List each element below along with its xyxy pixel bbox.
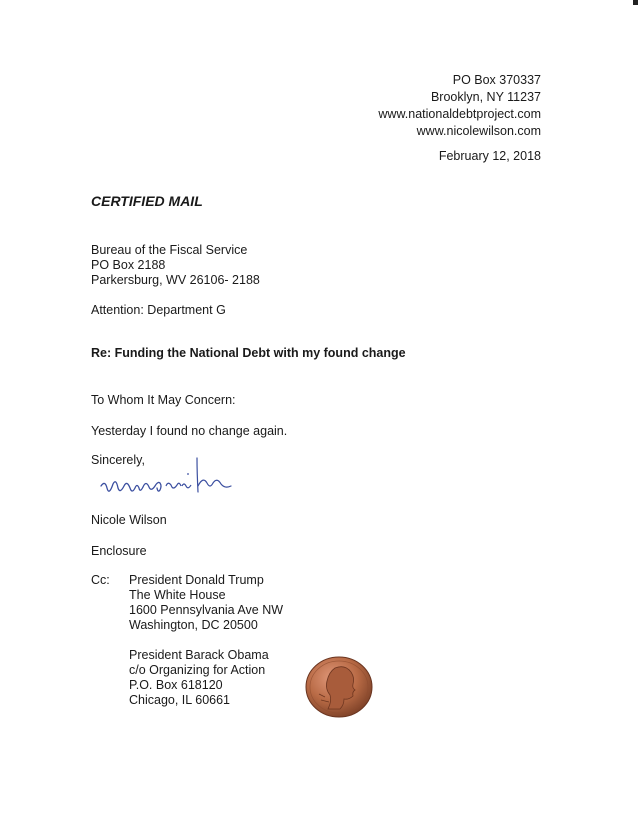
cc-recipient-trump	[129, 573, 283, 633]
subject-line: Re: Funding the National Debt with my found change	[91, 346, 406, 360]
letter-date: February 12, 2018	[438, 149, 541, 163]
sender-website-2: www.nicolewilson.com	[416, 124, 541, 138]
cc-recipient-line: Washington, DC 20500	[129, 618, 258, 632]
closing: Sincerely,	[91, 453, 145, 467]
cc-recipient-line: President Donald Trump	[129, 573, 264, 587]
cc-recipient-line: P.O. Box 618120	[129, 678, 223, 692]
cc-recipient-line: c/o Organizing for Action	[129, 663, 266, 677]
signer-name: Nicole Wilson	[91, 513, 167, 527]
recipient-line-3: Parkersburg, WV 26106- 2188	[91, 273, 260, 287]
penny-coin-image	[305, 656, 373, 718]
attention-line: Attention: Department G	[91, 303, 226, 317]
cc-recipient-obama	[129, 648, 269, 708]
sender-city: Brooklyn, NY 11237	[430, 90, 541, 104]
cc-recipient-line: Chicago, IL 60661	[129, 693, 231, 707]
recipient-line-1: Bureau of the Fiscal Service	[91, 243, 248, 257]
cc-recipient-line: President Barack Obama	[129, 648, 269, 662]
enclosure-note: Enclosure	[91, 544, 147, 558]
salutation: To Whom It May Concern:	[91, 393, 236, 407]
cc-recipient-line: The White House	[129, 588, 226, 602]
recipient-address	[91, 243, 260, 288]
recipient-line-2: PO Box 2188	[91, 258, 166, 272]
scan-corner-mark	[633, 0, 638, 5]
sender-po-box: PO Box 370337	[452, 73, 541, 87]
cc-recipient-line: 1600 Pennsylvania Ave NW	[129, 603, 284, 617]
sender-address	[378, 72, 541, 140]
sender-website-1: www.nationaldebtproject.com	[378, 107, 541, 121]
certified-mail-heading: CERTIFIED MAIL	[91, 193, 203, 209]
signature-image	[98, 456, 248, 508]
cc-label: Cc:	[91, 573, 110, 587]
letter-body: Yesterday I found no change again.	[91, 424, 288, 438]
